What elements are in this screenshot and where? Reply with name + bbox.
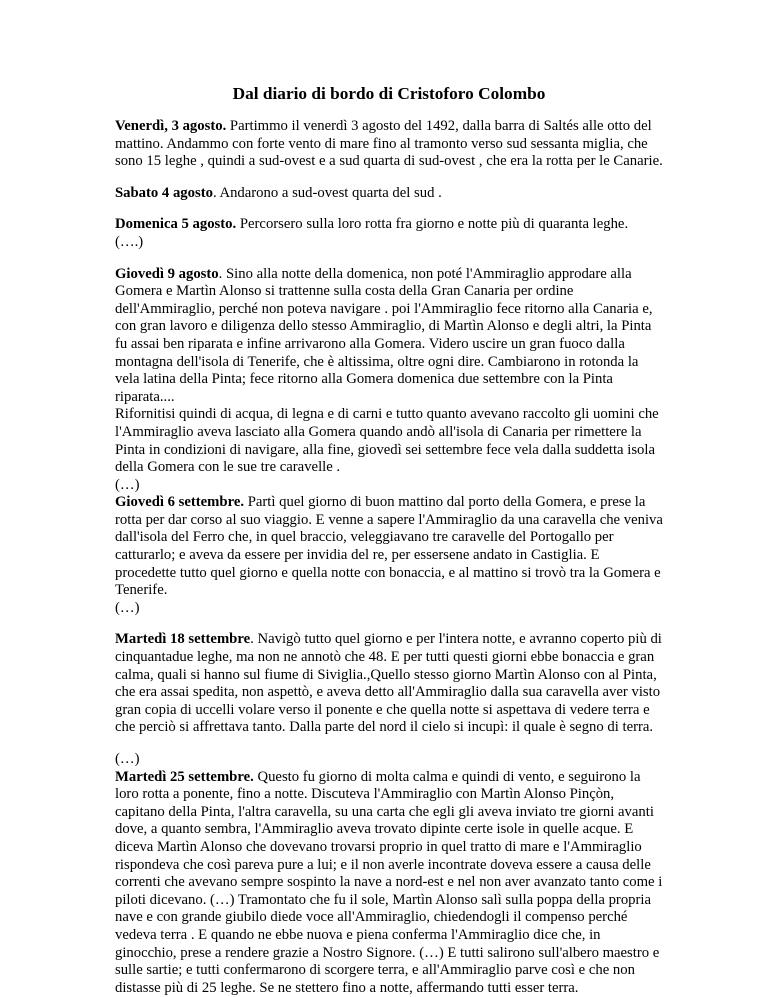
document-title: Dal diario di bordo di Cristoforo Colombo — [232, 84, 546, 103]
ellipsis-marker: (…) — [115, 476, 140, 493]
ellipsis-marker: (…) — [115, 599, 140, 616]
entry-text: Partimmo il venerdì 3 agosto del 1492, dalla barra di Saltés alle otto del mattino. Andammo con forte vento di mare fino al tramonto verso sud sessanta miglia, che sono 15 leghe , quindi a sud-ovest e a sud quarta di sud-ovest , che era la rotta per le Canarie. — [115, 118, 663, 170]
entry-text: Percorsero sulla loro rotta fra giorno e notte più di quaranta leghe. — [236, 216, 629, 233]
entry-date: Venerdì, 3 agosto. — [115, 118, 227, 134]
entry-text: . Andarono a sud-ovest quarta del sud . — [212, 184, 442, 201]
ellipsis-marker: (…) — [115, 751, 140, 767]
entry-5-agosto — [115, 216, 663, 251]
entry-text: . Navigò tutto quel giorno e per l'intera notte, e avranno coperto più di cinquantadue leghe, ma non ne annotò che 48. E per tutti questi giorni ebbe bonaccia e gran calma, quali si hanno sul fiume di Siviglia.,Quello stesso giorno Martìn Alonso con al Pinta, che era assai spedita, non aspettò, e aveva detto all'Ammiraglio dalla sua caravella aver visto gran copia di uccelli volare verso il ponente e che quella notte si aspettava di vedere terra e che perciò si affrettava tanto. Dalla parte del nord il cielo si incupì: il quale è segno di terra. — [115, 631, 662, 736]
document-page — [115, 84, 663, 997]
entry-date: Giovedì 6 settembre. — [115, 494, 245, 511]
entry-18-settembre — [115, 631, 663, 737]
entry-4-agosto — [115, 185, 663, 203]
ellipsis-marker: (….) — [115, 233, 144, 250]
entry-date: Martedì 25 settembre. — [115, 768, 254, 785]
entry-text: . Sino alla notte della domenica, non poté l'Ammiraglio approdare alla Gomera e Martìn Alonso si trattenne sulla costa della Gran Canaria per ordine dell'Ammiraglio, perché non poteva navigare . poi l'Ammiraglio fece ritorno alla Canaria e, con gran lavoro e diligenza dello stesso Ammiraglio, di Martìn Alonso e degli altri, la Pinta fu assai ben riparata e infine arrivarono alla Gomera. Videro uscire un gran fuoco dalla montagna dell'isola di Tenerife, che è altissima, oltre ogni dire. Cambiarono in rotonda la vela latina della Pinta; fece ritorno alla Gomera domenica due settembre con la Pinta riparata.... — [115, 265, 653, 405]
entry-9-agosto — [115, 266, 663, 618]
entry-text: Partì quel giorno di buon mattino dal porto della Gomera, e prese la rotta per dar corso al suo viaggio. E venne a sapere l'Ammiraglio da una caravella che veniva dall'isola del Ferro che, in quel braccio, veleggiavano tre caravelle del Portogallo per catturarlo; e aveva da essere per invidia del re, per essersene andato in Castiglia. E procedette tutto quel giorno e quella notte con bonaccia, e al mattino si trovò tra la Gomera e Tenerife. — [115, 494, 663, 599]
entry-3-agosto — [115, 118, 663, 171]
entry-date: Giovedì 9 agosto — [115, 265, 219, 282]
entry-text: Questo fu giorno di molta calma e quindi di vento, e seguirono la loro rotta a ponente, fino a notte. Discuteva l'Ammiraglio con Martìn Alonso Pinçòn, capitano della Pinta, l'altra caravella, su una carta che egli gli aveva inviato tre giorni avanti dove, a quanto sembra, l'Ammiraglio aveva trovato dipinte certe isole in quelle acque. E diceva Martìn Alonso che dovevano trovarsi proprio in quel tratto di mare e l'Ammiraglio rispondeva che così pareva pure a lui; e il non averle incontrate doveva essere a causa delle correnti che avevano sempre sospinto la nave a nord-est e nel non aver avanzato tanto come i piloti dicevano. (…) Tramontato che fu il sole, Martìn Alonso salì sulla poppa della propria nave e con grande giubilo diede voce all'Ammiraglio, chiedendogli il compenso perché vedeva terra . E quando ne ebbe nuova e piena conferma l'Ammiraglio dice che, in ginocchio, prese a rendere grazie a Nostro Signore. (…) E tutti salirono sull'albero maestro e sulle sartie; e tutti confermarono di scorgere terra, e all'Ammiraglio parve così e che non distasse più di 25 leghe. Se ne stettero fino a notte, affermando tutti esser terra. — [115, 768, 663, 996]
entry-continuation: Rifornitisi quindi di acqua, di legna e di carni e tutto quanto avevano raccolto gli uomini che l'Ammiraglio aveva lasciato alla Gomera quando andò all'isola di Canaria per rimettere la Pinta in condizioni di navigare, alla fine, giovedì sei settembre fece vela dalla suddetta isola della Gomera con le sue tre caravelle . — [115, 406, 659, 476]
entry-25-settembre — [115, 751, 663, 997]
entry-date: Martedì 18 settembre — [115, 631, 251, 648]
entry-date: Domenica 5 agosto. — [115, 216, 237, 233]
entry-date: Sabato 4 agosto — [115, 184, 213, 201]
